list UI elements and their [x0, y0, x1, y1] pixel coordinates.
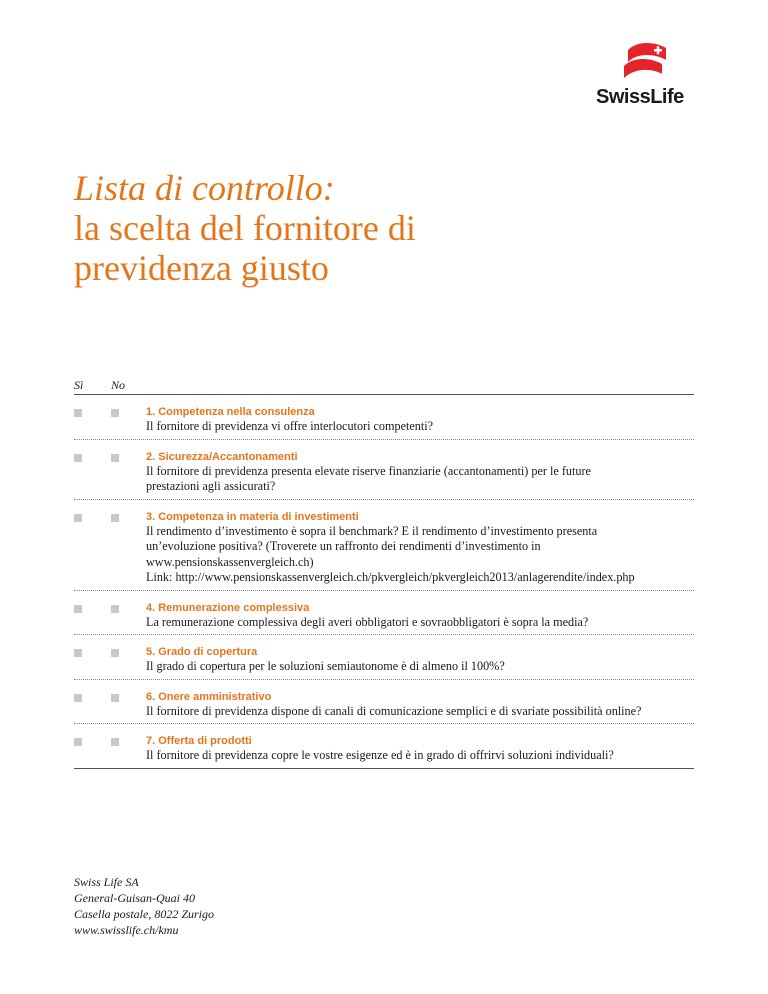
checkbox-no[interactable] — [111, 738, 119, 746]
checklist-row — [74, 724, 694, 769]
item-title: 5. Grado di copertura — [146, 646, 258, 658]
checkbox-si[interactable] — [74, 514, 82, 522]
company-website-link[interactable]: www.swisslife.ch/kmu — [74, 923, 179, 937]
title-line-1: Lista di controllo: — [74, 168, 335, 208]
checklist-row — [74, 395, 694, 440]
checkbox-no[interactable] — [111, 514, 119, 522]
checkbox-si[interactable] — [74, 694, 82, 702]
checkbox-no[interactable] — [111, 605, 119, 613]
title-line-3: previdenza giusto — [74, 248, 329, 288]
title-line-2: la scelta del fornitore di — [74, 208, 416, 248]
checkbox-si[interactable] — [74, 605, 82, 613]
item-text: Il rendimento d’investimento è sopra il benchmark? E il rendimento d’investimento presenta — [146, 523, 598, 538]
swisslife-flag-icon — [622, 40, 670, 84]
checklist-row — [74, 500, 694, 591]
item-title: 2. Sicurezza/Accantonamenti — [146, 450, 298, 463]
item-title: 3. Competenza in materia di investimenti — [146, 510, 359, 523]
item-text: Il fornitore di previdenza copre le vostre esigenze ed è in grado di offrirvi soluzioni individuali? — [146, 748, 614, 762]
column-header-no: No — [111, 378, 126, 392]
checkbox-si[interactable] — [74, 454, 82, 462]
checkbox-si[interactable] — [74, 738, 82, 746]
checkbox-si[interactable] — [74, 409, 82, 417]
checklist-row — [74, 591, 694, 636]
item-text: un’evoluzione positiva? (Troverete un raffronto dei rendimenti d’investimento in — [146, 539, 541, 553]
item-text: Il fornitore di previdenza vi offre interlocutori competenti? — [146, 419, 434, 433]
page-title — [74, 168, 674, 288]
company-street: General-Guisan-Quai 40 — [74, 891, 195, 905]
checkbox-no[interactable] — [111, 649, 119, 657]
company-name: Swiss Life SA — [74, 875, 139, 889]
item-text: Il fornitore di previdenza presenta elevate riserve finanziarie (accantonamenti) per le future — [146, 463, 591, 478]
checklist-row — [74, 635, 694, 680]
item-text: Il fornitore di previdenza dispone di canali di comunicazione semplici e di svariate possibilità online? — [146, 703, 642, 718]
item-link[interactable]: Link: http://www.pensionskassenvergleich.ch/pkvergleich/pkvergleich2013/anlagerendite/index.php — [146, 570, 635, 584]
checkbox-no[interactable] — [111, 694, 119, 702]
company-address — [74, 874, 214, 938]
company-postal: Casella postale, 8022 Zurigo — [74, 907, 215, 921]
item-title: 1. Competenza nella consulenza — [146, 406, 315, 418]
checkbox-no[interactable] — [111, 454, 119, 462]
item-title: 7. Offerta di prodotti — [146, 735, 252, 747]
checklist-table — [74, 394, 694, 769]
column-header-si: Sì — [74, 378, 84, 392]
item-title: 4. Remunerazione complessiva — [146, 601, 310, 614]
item-text: prestazioni agli assicurati? — [146, 479, 276, 493]
item-text: www.pensionskassenvergleich.ch) — [146, 554, 314, 569]
swisslife-logo — [596, 40, 696, 109]
checklist-row — [74, 680, 694, 725]
checkbox-no[interactable] — [111, 409, 119, 417]
item-title: 6. Onere amministrativo — [146, 690, 272, 703]
checklist-row — [74, 440, 694, 500]
checkbox-si[interactable] — [74, 649, 82, 657]
logo-wordmark: SwissLife — [596, 86, 684, 108]
item-text: Il grado di copertura per le soluzioni semiautonome è di almeno il 100%? — [146, 659, 505, 673]
item-text: La remunerazione complessiva degli averi obbligatori e sovraobbligatori è sopra la media? — [146, 614, 589, 629]
